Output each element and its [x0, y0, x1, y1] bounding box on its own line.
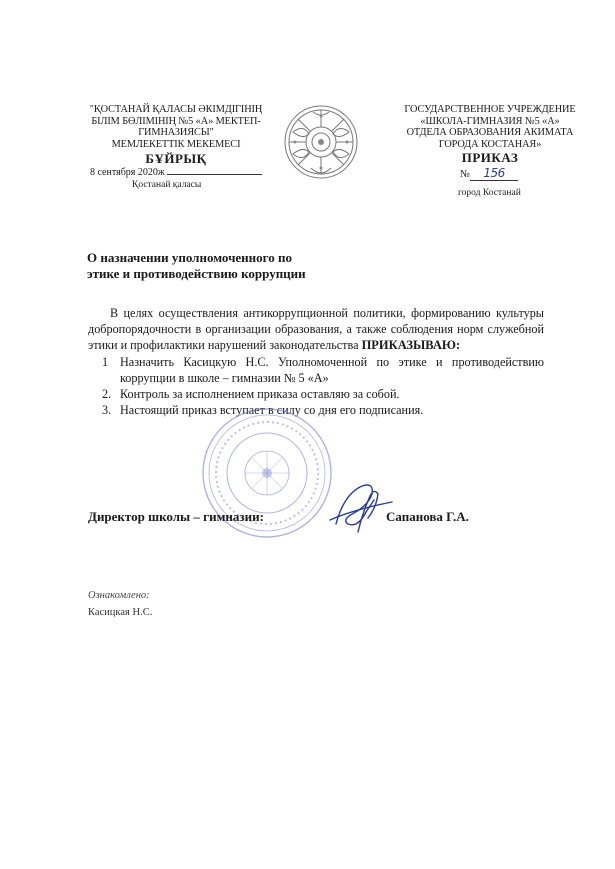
order-number-handwritten: 156	[470, 166, 518, 181]
order-title-ru: ПРИКАЗ	[461, 150, 519, 166]
city-ru: город Костанай	[458, 188, 521, 198]
order-title-kz: БҰЙРЫҚ	[145, 151, 207, 167]
header-left-line-1: "ҚОСТАНАЙ ҚАЛАСЫ ӘКІМДІГІНІҢ	[89, 104, 263, 115]
order-date-row	[90, 167, 262, 178]
order-number-row	[460, 166, 518, 181]
order-keyword: ПРИКАЗЫВАЮ:	[361, 338, 461, 353]
header-right-line-2: «ШКОЛА-ГИМНАЗИЯ №5 «А»	[420, 115, 560, 127]
header-left-line-2: БІЛІМ БӨЛІМІНІҢ №5 «А» МЕКТЕП-	[91, 115, 261, 127]
header-left-line-3: ГИМНАЗИЯСЫ"	[138, 127, 214, 139]
header-right-org	[390, 104, 590, 165]
director-position: Директор школы – гимназии:	[88, 509, 264, 524]
state-emblem-icon	[283, 104, 359, 180]
order-body	[88, 305, 544, 418]
subject-line-1: О назначении уполномоченного по	[87, 250, 292, 265]
header-left-line-4: МЕМЛЕКЕТТІК МЕКЕМЕСІ	[111, 138, 241, 150]
city-kz: Қостанай қаласы	[132, 180, 202, 190]
header-left-org	[76, 104, 276, 166]
date-underline	[167, 174, 262, 175]
item-number: 2.	[102, 387, 112, 402]
item-number: 1	[102, 354, 109, 369]
item-text: Назначить Касицкую Н.С. Уполномоченной по этике и противодействию коррупции в школе – гимназии № 5 «А»	[120, 354, 544, 385]
item-text: Контроль за исполнением приказа оставляю за собой.	[120, 387, 400, 402]
item-number: 3.	[102, 403, 112, 418]
acknowledged-name: Касицкая Н.С.	[88, 607, 153, 618]
order-date: 8 сентября 2020ж	[90, 167, 165, 178]
acknowledged-label: Ознакомлено:	[88, 590, 150, 601]
subject-line-2: этике и противодействию коррупции	[87, 266, 306, 281]
list-item	[88, 354, 544, 386]
list-item	[88, 386, 544, 402]
order-subject	[87, 250, 367, 282]
body-paragraph-text: В целях осуществления антикоррупционной политики, формированию культуры добропорядочности в организации образования, а также соблюдения норм служебной этики и профилактики нарушений законодательства	[88, 306, 544, 353]
header-right-line-4: ГОРОДА КОСТАНАЯ»	[438, 138, 542, 150]
header-right-line-1: ГОСУДАРСТВЕННОЕ УЧРЕЖДЕНИЕ	[404, 104, 576, 115]
order-number-label: №	[460, 169, 471, 180]
item-text: Настоящий приказ вступает в силу со дня его подписания.	[120, 403, 424, 418]
header-right-line-3: ОТДЕЛА ОБРАЗОВАНИЯ АКИМАТА	[406, 127, 574, 139]
director-name: Сапанова Г.А.	[386, 509, 469, 524]
body-paragraph	[88, 305, 544, 354]
